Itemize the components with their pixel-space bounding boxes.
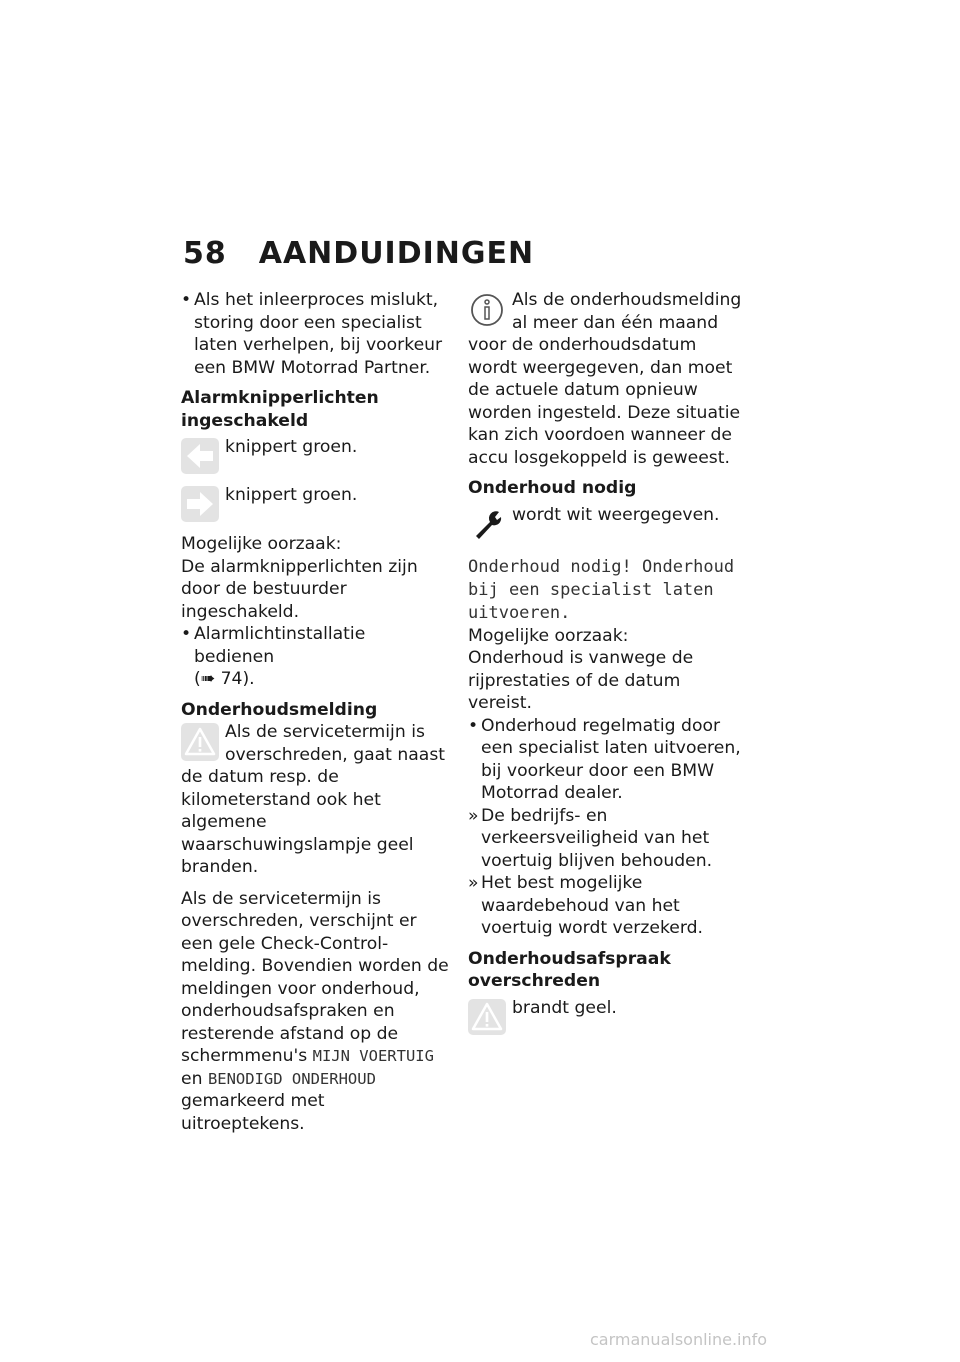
menu-name: BENODIGD ONDERHOUD <box>207 1069 376 1088</box>
page-reference: 74). <box>220 669 255 689</box>
section-heading-needed: Onderhoud nodig <box>468 478 637 498</box>
turn-left-arrow-icon <box>181 438 219 474</box>
cause-text: De alarmknipperlichten zijn door de bestuurder ingeschakeld. <box>181 556 418 622</box>
page-title: AANDUIDINGEN <box>258 236 535 271</box>
warning-triangle-icon <box>181 723 219 761</box>
warning-triangle-icon <box>468 999 506 1035</box>
menu-name: MIJN VOERTUIG <box>312 1047 434 1065</box>
cause-text: Onderhoud is vanwege de rijprestaties of de datum vereist. <box>468 648 694 713</box>
needed-row: wordt wit weergegeven. <box>468 504 742 544</box>
overdue-row: brandt geel. <box>468 997 742 1037</box>
result-arrow-icon: » <box>468 873 479 893</box>
left-column <box>181 289 449 1135</box>
cause-label: Mogelijke oorzaak: <box>181 534 342 554</box>
result-arrow-icon: » <box>468 805 479 826</box>
section-heading-alarm: Alarmknipperlichten ingeschakeld <box>181 388 379 431</box>
section-heading-overdue: Onderhoudsafspraak overschreden <box>468 948 671 991</box>
list-item: • Als het inleerproces mislukt, storing door een specialist laten verhelpen, bij voorkeur een BMW Motorrad Partner. <box>181 290 443 378</box>
cause-label: Mogelijke oorzaak: <box>468 625 629 646</box>
display-message: Onderhoud nodig! Onderhoud bij een specialist laten uitvoeren. <box>468 556 735 623</box>
info-icon <box>468 291 506 329</box>
page-reference-arrow-icon: ➠ <box>200 669 216 689</box>
result-item: » De bedrijfs- en verkeersveiligheid van het voertuig blijven behouden. <box>468 805 713 871</box>
alarm-right-row: knippert groen. <box>181 484 449 524</box>
bullet-icon: • <box>181 290 192 310</box>
list-item: • Alarmlichtinstallatie bedienen (➠ 74). <box>181 624 366 689</box>
result-item: » Het best mogelijke waardebehoud van het voertuig wordt verzekerd. <box>468 873 704 938</box>
section-heading-service: Onderhoudsmelding <box>181 699 378 720</box>
wrench-icon <box>468 506 506 542</box>
turn-right-arrow-icon <box>181 486 219 522</box>
alarm-left-row: knippert groen. <box>181 436 449 476</box>
info-note: Als de onderhoudsmelding al meer dan één maand voor de onderhoudsdatum wordt weergegeven, dan moet de actuele datum opnieuw worden ingesteld. Deze situatie kan zich voordoen wanneer de accu losgekoppeld is geweest. <box>468 290 742 468</box>
watermark: carmanualsonline.info <box>590 1330 768 1349</box>
right-column <box>468 289 742 1037</box>
bullet-icon: • <box>468 715 479 736</box>
list-item: • Onderhoud regelmatig door een specialist laten uitvoeren, bij voorkeur door een BMW Motorrad dealer. <box>468 715 741 803</box>
service-paragraph-2: Als de servicetermijn is overschreden, verschijnt er een gele Check-Control-melding. Bovendien worden de meldingen voor onderhoud, onderhoudsafspraken en resterende afstand op de schermmenu's MIJN VOERTUIG en BENODIGD ONDERHOUD gemarkeerd met uitroeptekens. <box>181 888 449 1134</box>
page-number: 58 <box>183 236 227 271</box>
bullet-icon: • <box>181 624 192 644</box>
page-header <box>183 236 534 271</box>
service-paragraph: Als de servicetermijn is overschreden, gaat naast de datum resp. de kilometerstand ook het algemene waarschuwingslampje geel branden. <box>181 722 446 877</box>
